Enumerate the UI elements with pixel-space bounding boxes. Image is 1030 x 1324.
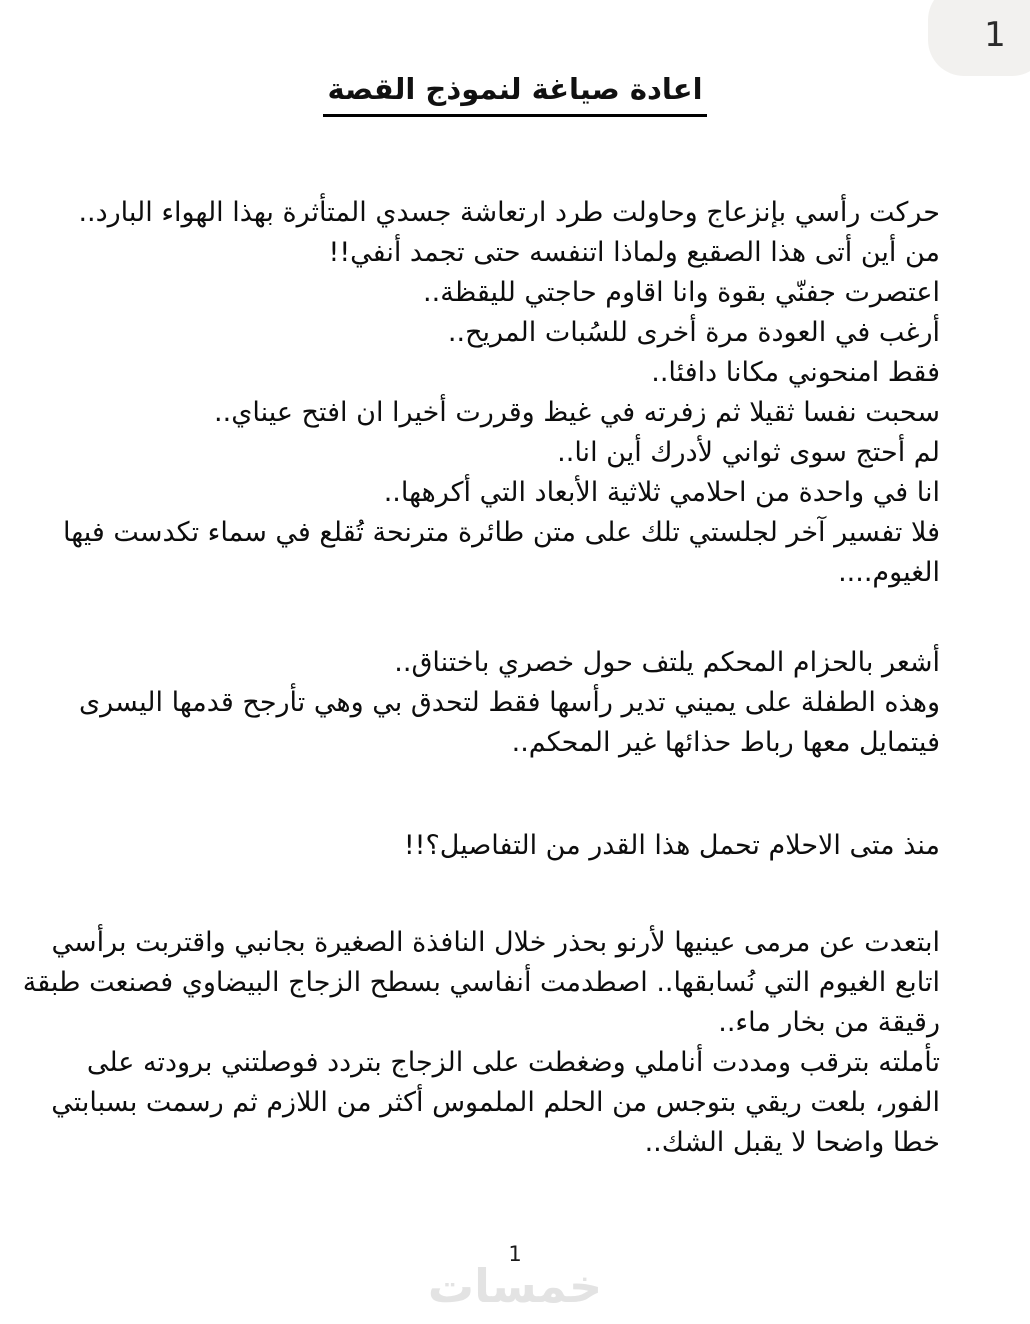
paragraph-4 xyxy=(22,923,940,1163)
text-line: خطا واضحا لا يقبل الشك.. xyxy=(644,1127,940,1158)
text-line: من أين أتى هذا الصقيع ولماذا اتنفسه حتى تجمد أنفي!! xyxy=(328,237,940,268)
text-line: أرغب في العودة مرة أخرى للسُبات المريح.. xyxy=(447,317,940,348)
page-corner-badge xyxy=(928,0,1030,76)
document-body xyxy=(0,193,1030,1163)
page-number: 1 xyxy=(508,1242,522,1266)
text-line: فلا تفسير آخر لجلستي تلك على متن طائرة مترنحة تُقلع في سماء تكدست فيها xyxy=(63,517,940,548)
text-line: أشعر بالحزام المحكم يلتف حول خصري باختناق.. xyxy=(394,647,940,678)
text-line: منذ متى الاحلام تحمل هذا القدر من التفاصيل؟!! xyxy=(403,830,940,861)
khamsat-watermark: خمسات xyxy=(427,1259,603,1313)
paragraph-3 xyxy=(90,826,940,866)
text-line: ابتعدت عن مرمى عينيها لأرنو بحذر خلال النافذة الصغيرة بجانبي واقتربت برأسي xyxy=(51,927,940,958)
paragraph-2 xyxy=(79,643,940,763)
text-line: لم أحتج سوى ثواني لأدرك أين انا.. xyxy=(557,437,940,468)
text-line: رقيقة من بخار ماء.. xyxy=(718,1007,940,1038)
text-line: سحبت نفسا ثقيلا ثم زفرته في غيظ وقررت أخيرا ان افتح عيناي.. xyxy=(214,397,940,428)
text-line: اتابع الغيوم التي نُسابقها.. اصطدمت أنفاسي بسطح الزجاج البيضاوي فصنعت طبقة xyxy=(22,967,940,998)
text-line: تأملته بترقب ومددت أناملي وضغطت على الزجاج بتردد فوصلتني برودته على xyxy=(86,1047,940,1078)
text-line: انا في واحدة من احلامي ثلاثية الأبعاد التي أكرهها.. xyxy=(383,477,940,508)
text-line: الفور، بلعت ريقي بتوجس من الحلم الملموس أكثر من اللازم ثم رسمت بسبابتي xyxy=(51,1087,940,1118)
title-row xyxy=(0,72,1030,117)
text-line: فقط امنحوني مكانا دافئا.. xyxy=(651,357,940,388)
text-line: حركت رأسي بإنزعاج وحاولت طرد ارتعاشة جسدي المتأثرة بهذا الهواء البارد.. xyxy=(78,197,940,228)
text-line: الغيوم.... xyxy=(838,557,940,588)
document-title: اعادة صياغة لنموذج القصة xyxy=(323,72,706,117)
corner-badge-number: 1 xyxy=(984,15,1006,55)
text-line: وهذه الطفلة على يميني تدير رأسها فقط لتحدق بي وهي تأرجح قدمها اليسرى xyxy=(79,687,940,718)
text-line: اعتصرت جفنّي بقوة وانا اقاوم حاجتي لليقظة.. xyxy=(423,277,940,308)
text-line: فيتمايل معها رباط حذائها غير المحكم.. xyxy=(511,727,940,758)
paragraph-1 xyxy=(63,193,940,593)
